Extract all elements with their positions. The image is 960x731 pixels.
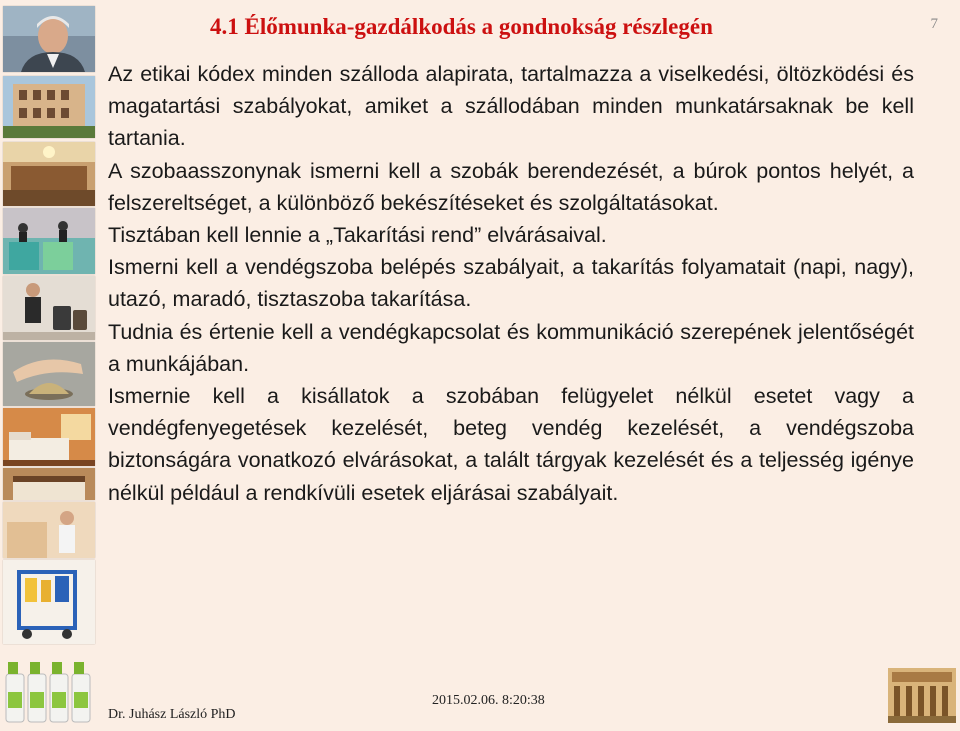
paragraph-cleaning-order: Tisztában kell lennie a „Takarítási rend” elvárásaival. xyxy=(108,223,607,248)
cleaning-bottles-image xyxy=(2,652,94,726)
paragraph-special-cases: Ismernie kell a kisállatok a szobában felügyelet nélkül esetet vagy a vendégfenyegetések kezelését, beteg vendég kezelését, a vendégszoba biztonságára vonatkozó elvárásokat, a talált tárgyak kezelését és a teljesség igénye nélkül például a rendkívüli esetek eljárásai szabályait. xyxy=(108,384,914,505)
hotel-lobby-photo xyxy=(3,142,95,206)
service-bell-photo xyxy=(3,342,95,406)
reception-desk-photo xyxy=(3,208,95,274)
cleaning-cart-photo xyxy=(3,560,95,644)
paragraph-room-knowledge: A szobaasszonynak ismerni kell a szobák berendezését, a búrok pontos helyét, a felszereltséget, a különböző bekészítéseket és szolgáltatásokat. xyxy=(108,158,914,215)
slide-title: 4.1 Élőmunka-gazdálkodás a gondnokság részlegén xyxy=(210,14,713,39)
housekeeper-photo xyxy=(3,502,95,558)
footer-author: Dr. Juhász László PhD xyxy=(108,707,236,722)
page-number: 7 xyxy=(930,16,938,32)
bedroom-photo xyxy=(3,468,95,500)
portrait-photo xyxy=(3,6,95,72)
hotel-building-photo xyxy=(3,76,95,138)
paragraph-guest-communication: Tudnia és értenie kell a vendégkapcsolat és kommunikáció szerepének jelentőségét a munkájában. xyxy=(108,319,914,376)
footer-date: 2015.02.06. 8:20:38 xyxy=(432,693,545,708)
paragraph-room-entry-rules: Ismerni kell a vendégszoba belépés szabályait, a takarítás folyamatait (napi, nagy), utazó, maradó, tisztaszoba takarítása. xyxy=(108,255,914,312)
bellboy-luggage-photo xyxy=(3,276,95,340)
photo-strip xyxy=(0,0,98,726)
paragraph-ethics-code: Az etikai kódex minden szálloda alapirata, tartalmazza a viselkedési, öltözködési és magatartási szabályokat, amiket a szállodában minden munkatársaknak be kell tartania. xyxy=(108,62,914,151)
slide-body xyxy=(108,58,914,509)
hotel-corridor-image xyxy=(888,668,956,723)
hotel-room-photo xyxy=(3,408,95,466)
